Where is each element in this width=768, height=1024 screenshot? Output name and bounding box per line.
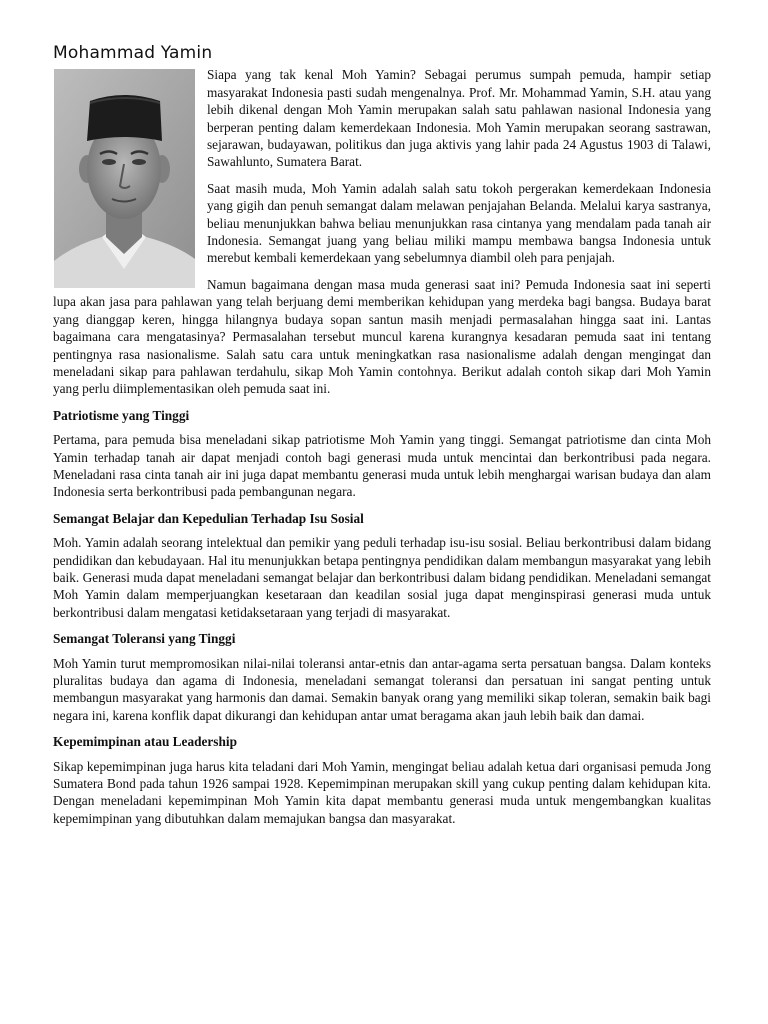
intro-paragraph: Namun bagaimana dengan masa muda generasi saat ini? Pemuda Indonesia saat ini seperti lupa akan jasa para pahlawan yang telah berjuang demi memberikan kehidupan yang merdeka bagi bangsa. Budaya barat yang dianggap keren, hingga hilangnya budaya sopan santun masih menjadi permasalahan hingga saat ini. Lantas bagaimana cara mengatasinya? Permasalahan tersebut muncul karena kurangnya kesadaran pemuda saat ini tentang pentingnya rasa nasionalisme. Salah satu cara untuk meningkatkan rasa nasionalisme adalah dengan mengingat dan meneladani sikap para pahlawan terdahulu, sikap Moh Yamin contohnya. Berikut adalah contoh sikap dari Moh Yamin yang perlu diimplementasikan oleh pemuda saat ini. (53, 276, 711, 397)
section-heading: Semangat Belajar dan Kepedulian Terhadap Isu Sosial (53, 510, 364, 526)
section-body: Pertama, para pemuda bisa meneladani sikap patriotisme Moh Yamin yang tinggi. Semangat patriotisme dan cinta Moh Yamin terhadap tanah air dapat menjadi contoh bagi generasi muda untuk mencintai dan berkontribusi pada negara. Meneladani rasa cinta tanah air ini juga dapat membantu generasi muda untuk lebih menghargai warisan budaya dan alam Indonesia serta berkontribusi pada pembangunan negara. (53, 432, 711, 500)
section-heading: Patriotisme yang Tinggi (53, 407, 190, 423)
section-heading: Semangat Toleransi yang Tinggi (53, 631, 236, 647)
section-body: Moh Yamin turut mempromosikan nilai-nilai toleransi antar-etnis dan antar-agama serta persatuan bangsa. Dalam konteks pluralitas budaya dan agama di Indonesia, meneladani semangat toleransi dan persatuan ini sangat penting untuk membangun masyarakat yang harmonis dan damai. Semakin banyak orang yang memiliki sikap toleran, semakin baik bagi negara ini, karena konflik dapat dikurangi dan kehidupan antar umat beragama akan jauh lebih baik dan damai. (53, 655, 711, 723)
page-title: Mohammad Yamin (53, 43, 213, 63)
intro-paragraph: Siapa yang tak kenal Moh Yamin? Sebagai perumus sumpah pemuda, hampir setiap masyarakat Indonesia pasti sudah mengenalnya. Prof. Mr. Mohammad Yamin, S.H. atau yang lebih dikenal dengan Moh Yamin merupakan salah satu pahlawan nasional Indonesia yang berperan penting dalam kemerdekaan Indonesia. Moh Yamin merupakan seorang sastrawan, sejarawan, budayawan, politikus dan juga aktivis yang lahir pada 24 Agustus 1903 di Talawi, Sawahlunto, Sumatera Barat. (207, 67, 711, 170)
section-heading: Kepemimpinan atau Leadership (53, 734, 237, 750)
section-body: Moh. Yamin adalah seorang intelektual dan pemikir yang peduli terhadap isu-isu sosial. Beliau berkontribusi dalam bidang pendidikan dan kebudayaan. Hal itu menunjukkan betapa pentingnya pendidikan dalam membangun masyarakat yang lebih baik. Generasi muda dapat meneladani semangat belajar dan berkontribusi dalam bidang pendidikan. Meneladani semangat Moh Yamin dalam memperjuangkan kesetaraan dan keadilan sosial juga dapat menginspirasi generasi muda untuk berkontribusi dalam mengatasi ketidaksetaraan yang terjadi di masyarakat. (53, 535, 711, 620)
section-body: Sikap kepemimpinan juga harus kita teladani dari Moh Yamin, mengingat beliau adalah ketua dari organisasi pemuda Jong Sumatera Bond pada tahun 1926 sampai 1928. Kepemimpinan merupakan skill yang cukup penting dalam kehidupan kita. Dengan meneladani kepemimpinan Moh Yamin kita dapat membantu generasi muda untuk mengembangkan kualitas kepemimpinan yang dibutuhkan dalam memajukan bangsa dan masyarakat. (53, 758, 711, 826)
document-page (53, 0, 711, 836)
portrait-photo (54, 69, 195, 288)
intro-paragraph: Saat masih muda, Moh Yamin adalah salah satu tokoh pergerakan kemerdekaan Indonesia yang gigih dan penuh semangat dalam melawan penjajahan Belanda. Melalui karya sastranya, beliau menunjukkan bahwa beliau menunjukkan rasa cintanya yang mendalam pada tanah air Indonesia. Semangat juang yang beliau miliki mampu membawa bangsa Indonesia untuk merebut kembali kemerdekaan yang sebelumnya diambil oleh para penjajah. (207, 180, 711, 266)
